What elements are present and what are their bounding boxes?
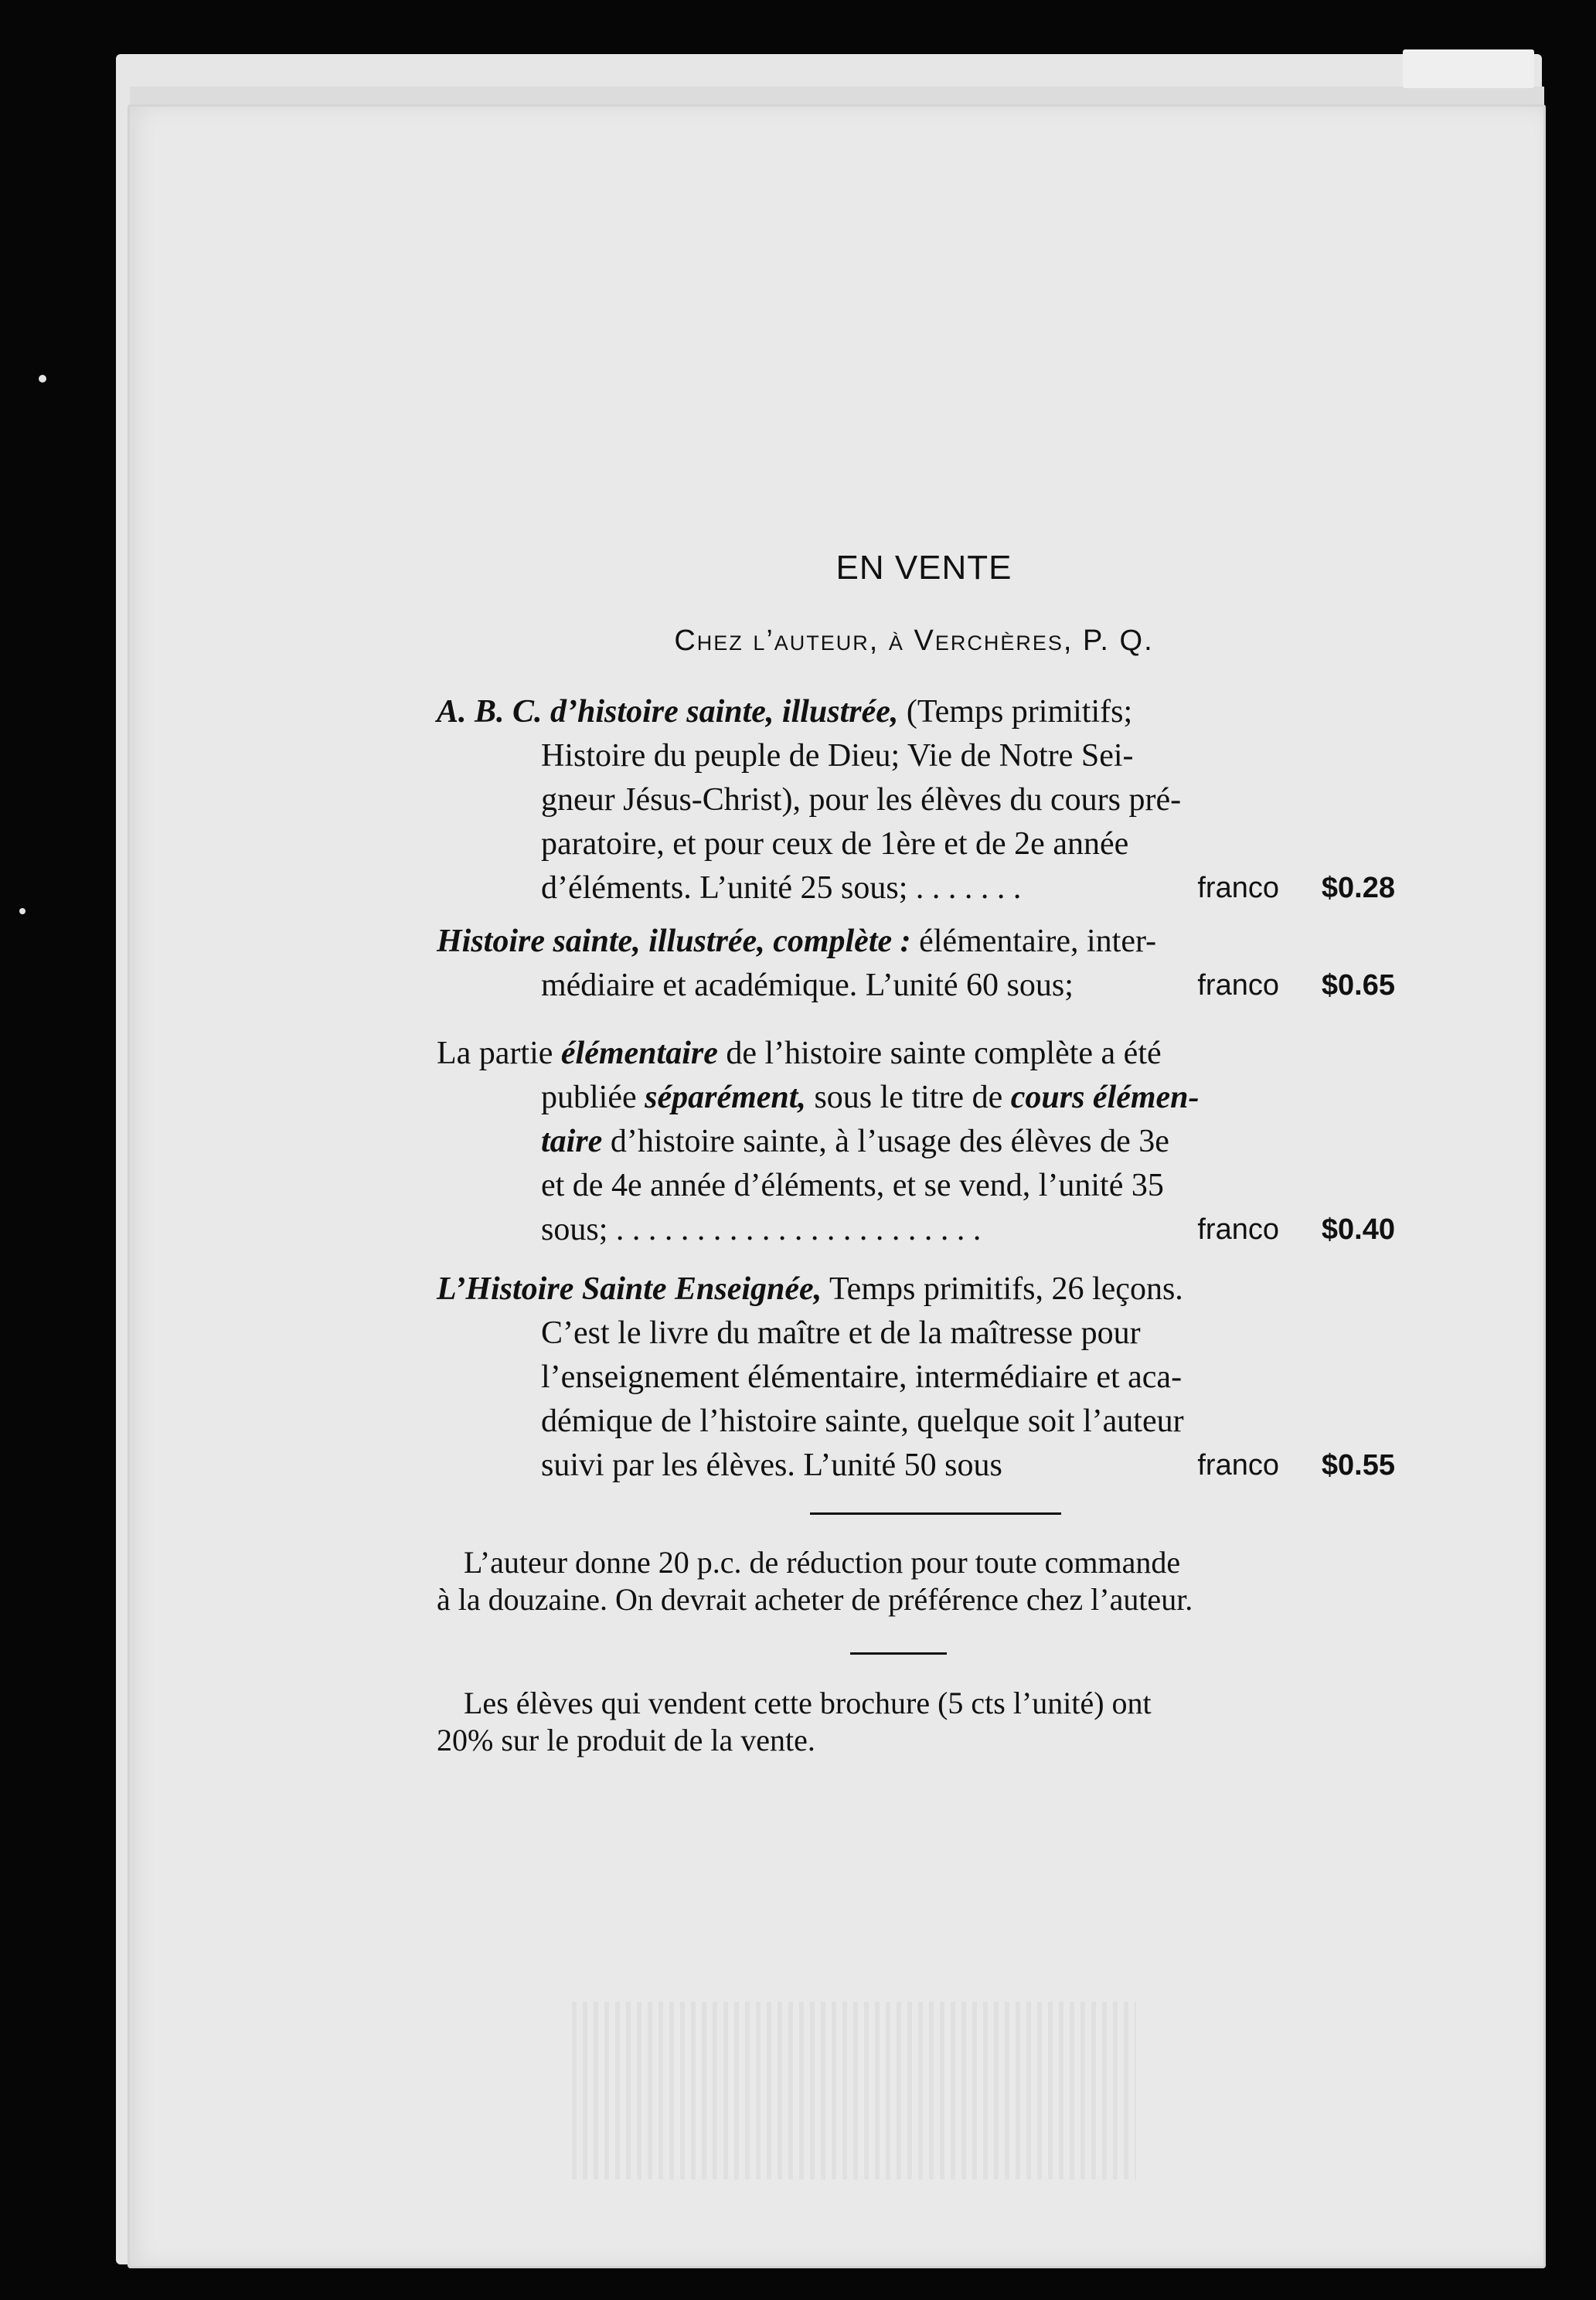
price-label: $0.40 bbox=[1321, 1213, 1395, 1246]
section-divider bbox=[850, 1652, 947, 1655]
entry-text: sous le titre de bbox=[814, 1080, 1003, 1115]
entry-line: l’enseignement élémentaire, intermédiaire et aca- bbox=[541, 1359, 1183, 1395]
entry-text: suivi par les élèves. L’unité 50 sous bbox=[541, 1448, 1002, 1483]
entry-text: sous; . . . . . . . . . . . . . . . . . . . . . . . bbox=[541, 1212, 982, 1247]
entry-title: L’Histoire Sainte Enseignée, bbox=[437, 1271, 822, 1307]
entry-title: A. B. C. d’histoire sainte, illustrée, bbox=[437, 694, 899, 730]
franco-label: franco bbox=[1197, 872, 1279, 904]
entry-emphasis: taire bbox=[541, 1124, 603, 1159]
note-line: Les élèves qui vendent cette brochure (5 cts l’unité) ont bbox=[464, 1686, 1152, 1720]
franco-label: franco bbox=[1197, 969, 1279, 1002]
entry-line: C’est le livre du maître et de la maîtresse pour bbox=[541, 1315, 1141, 1351]
note-line: à la douzaine. On devrait acheter de préférence chez l’auteur. bbox=[437, 1582, 1193, 1617]
entry-text: (Temps primitifs; bbox=[906, 694, 1133, 730]
franco-label: franco bbox=[1197, 1213, 1279, 1246]
entry-last-line bbox=[437, 866, 1395, 910]
price-label: $0.28 bbox=[1321, 872, 1395, 904]
entry-emphasis: élémentaire bbox=[560, 1036, 718, 1071]
entry-line bbox=[437, 1032, 1395, 1076]
dust-speck bbox=[19, 908, 26, 914]
note-line: L’auteur donne 20 p.c. de réduction pour toute commande bbox=[464, 1545, 1181, 1580]
page-corner-tab bbox=[1403, 49, 1534, 88]
entry-last-line bbox=[437, 1208, 1395, 1252]
section-divider bbox=[810, 1512, 1061, 1515]
franco-label: franco bbox=[1197, 1449, 1279, 1482]
entry-line: Histoire du peuple de Dieu; Vie de Notre Sei- bbox=[541, 738, 1134, 774]
entry-line bbox=[437, 690, 1395, 734]
page-heading: EN VENTE bbox=[835, 549, 1012, 587]
entry-text: Temps primitifs, 26 leçons. bbox=[829, 1271, 1183, 1307]
entry-line bbox=[437, 1076, 1395, 1120]
dust-speck bbox=[39, 375, 46, 383]
entry-line: et de 4e année d’éléments, et se vend, l’unité 35 bbox=[541, 1168, 1164, 1203]
show-through-stamp bbox=[572, 2002, 1136, 2179]
price-label: $0.55 bbox=[1321, 1449, 1395, 1482]
entry-text: La partie bbox=[437, 1036, 553, 1071]
catalog-entry-enseignee bbox=[437, 1267, 1395, 1488]
entry-title: Histoire sainte, illustrée, complète : bbox=[437, 924, 911, 959]
catalog-entry-complete bbox=[437, 920, 1395, 1008]
entry-text: d’éléments. L’unité 25 sous; . . . . . . . bbox=[541, 870, 1022, 906]
entry-line: gneur Jésus-Christ), pour les élèves du cours pré- bbox=[541, 782, 1182, 818]
entry-last-line bbox=[437, 964, 1395, 1008]
entry-text: publiée bbox=[541, 1080, 637, 1115]
entry-last-line bbox=[437, 1444, 1395, 1488]
catalog-entry-elementaire bbox=[437, 1032, 1395, 1252]
page-subheading: Chez l’auteur, à Verchères, P. Q. bbox=[674, 624, 1154, 657]
entry-emphasis: séparément, bbox=[645, 1080, 806, 1115]
entry-line bbox=[437, 920, 1395, 964]
entry-line: paratoire, et pour ceux de 1ère et de 2e année bbox=[541, 826, 1129, 862]
entry-text: élémentaire, inter- bbox=[919, 924, 1157, 959]
students-note bbox=[437, 1685, 1395, 1759]
note-line: 20% sur le produit de la vente. bbox=[437, 1723, 815, 1757]
entry-text: médiaire et académique. L’unité 60 sous; bbox=[541, 968, 1074, 1003]
entry-line bbox=[437, 1267, 1395, 1312]
catalog-entry-abc bbox=[437, 690, 1395, 910]
entry-line: démique de l’histoire sainte, quelque soit l’auteur bbox=[541, 1403, 1184, 1439]
discount-note bbox=[437, 1544, 1395, 1618]
entry-emphasis: cours élémen- bbox=[1010, 1080, 1200, 1115]
entry-text: d’histoire sainte, à l’usage des élèves de 3e bbox=[610, 1124, 1169, 1159]
entry-text: de l’histoire sainte complète a été bbox=[726, 1036, 1162, 1071]
price-label: $0.65 bbox=[1321, 969, 1395, 1002]
entry-line bbox=[437, 1120, 1395, 1164]
